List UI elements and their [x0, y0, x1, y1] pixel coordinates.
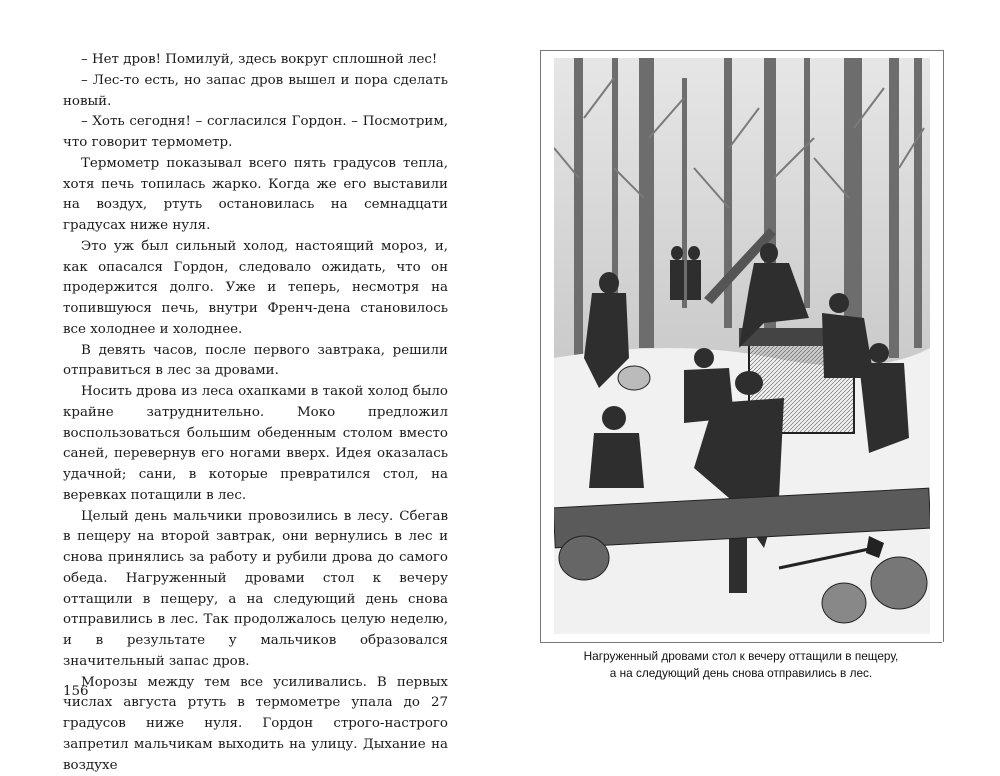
caption-line-1: Нагруженный дровами стол к вечеру оттащили в пещеру,: [540, 648, 942, 665]
paragraph-2: – Лес-то есть, но запас дров вышел и пора сделать новый.: [63, 71, 448, 113]
paragraph-8: Целый день мальчики провозились в лесу. Сбегав в пещеру на второй завтрак, они вернулись в лес и снова принялись за работу и рубили дрова до самого обеда. Нагруженный дровами стол к вечеру оттащили в пещеру, а на следующий день снова отправились в лес. Так продолжалось целую неделю, и в результате у мальчиков образовался значительный запас дров.: [63, 507, 448, 673]
paragraph-6: В девять часов, после первого завтрака, решили отправиться в лес за дровами.: [63, 341, 448, 383]
paragraph-5: Это уж был сильный холод, настоящий мороз, и, как опасался Гордон, следовало ожидать, что он продержится долго. Уже и теперь, несмотря на топившуюся печь, внутри Френч-дена становилось все холоднее и холоднее.: [63, 237, 448, 341]
left-page-text: [63, 50, 448, 776]
illustration-caption: [540, 648, 942, 682]
paragraph-4: Термометр показывал всего пять градусов тепла, хотя печь топилась жарко. Когда же его выставили на воздух, ртуть остановилась на семнадцати градусах ниже нуля.: [63, 154, 448, 237]
paragraph-3: – Хоть сегодня! – согласился Гордон. – Посмотрим, что говорит термометр.: [63, 112, 448, 154]
paragraph-7: Носить дрова из леса охапками в такой холод было крайне затруднительно. Моко предложил воспользоваться большим обеденным столом вместо саней, перевернув его ногами вверх. Идея оказалась удачной; сани, в которые превратился стол, на веревках потащили в лес.: [63, 382, 448, 507]
right-page: [540, 50, 945, 650]
caption-rule: [540, 642, 942, 643]
winter-forest-illustration: [554, 58, 930, 634]
paragraph-1: – Нет дров! Помилуй, здесь вокруг сплошной лес!: [63, 50, 448, 71]
paragraph-9: Морозы между тем все усиливались. В первых числах августа ртуть в термометре упала до 27 градусов ниже нуля. Гордон строго-настрого запретил мальчикам выходить на улицу. Дыхание на воздухе: [63, 673, 448, 776]
caption-line-2: а на следующий день снова отправились в лес.: [540, 665, 942, 682]
page-number: 156: [63, 684, 89, 699]
